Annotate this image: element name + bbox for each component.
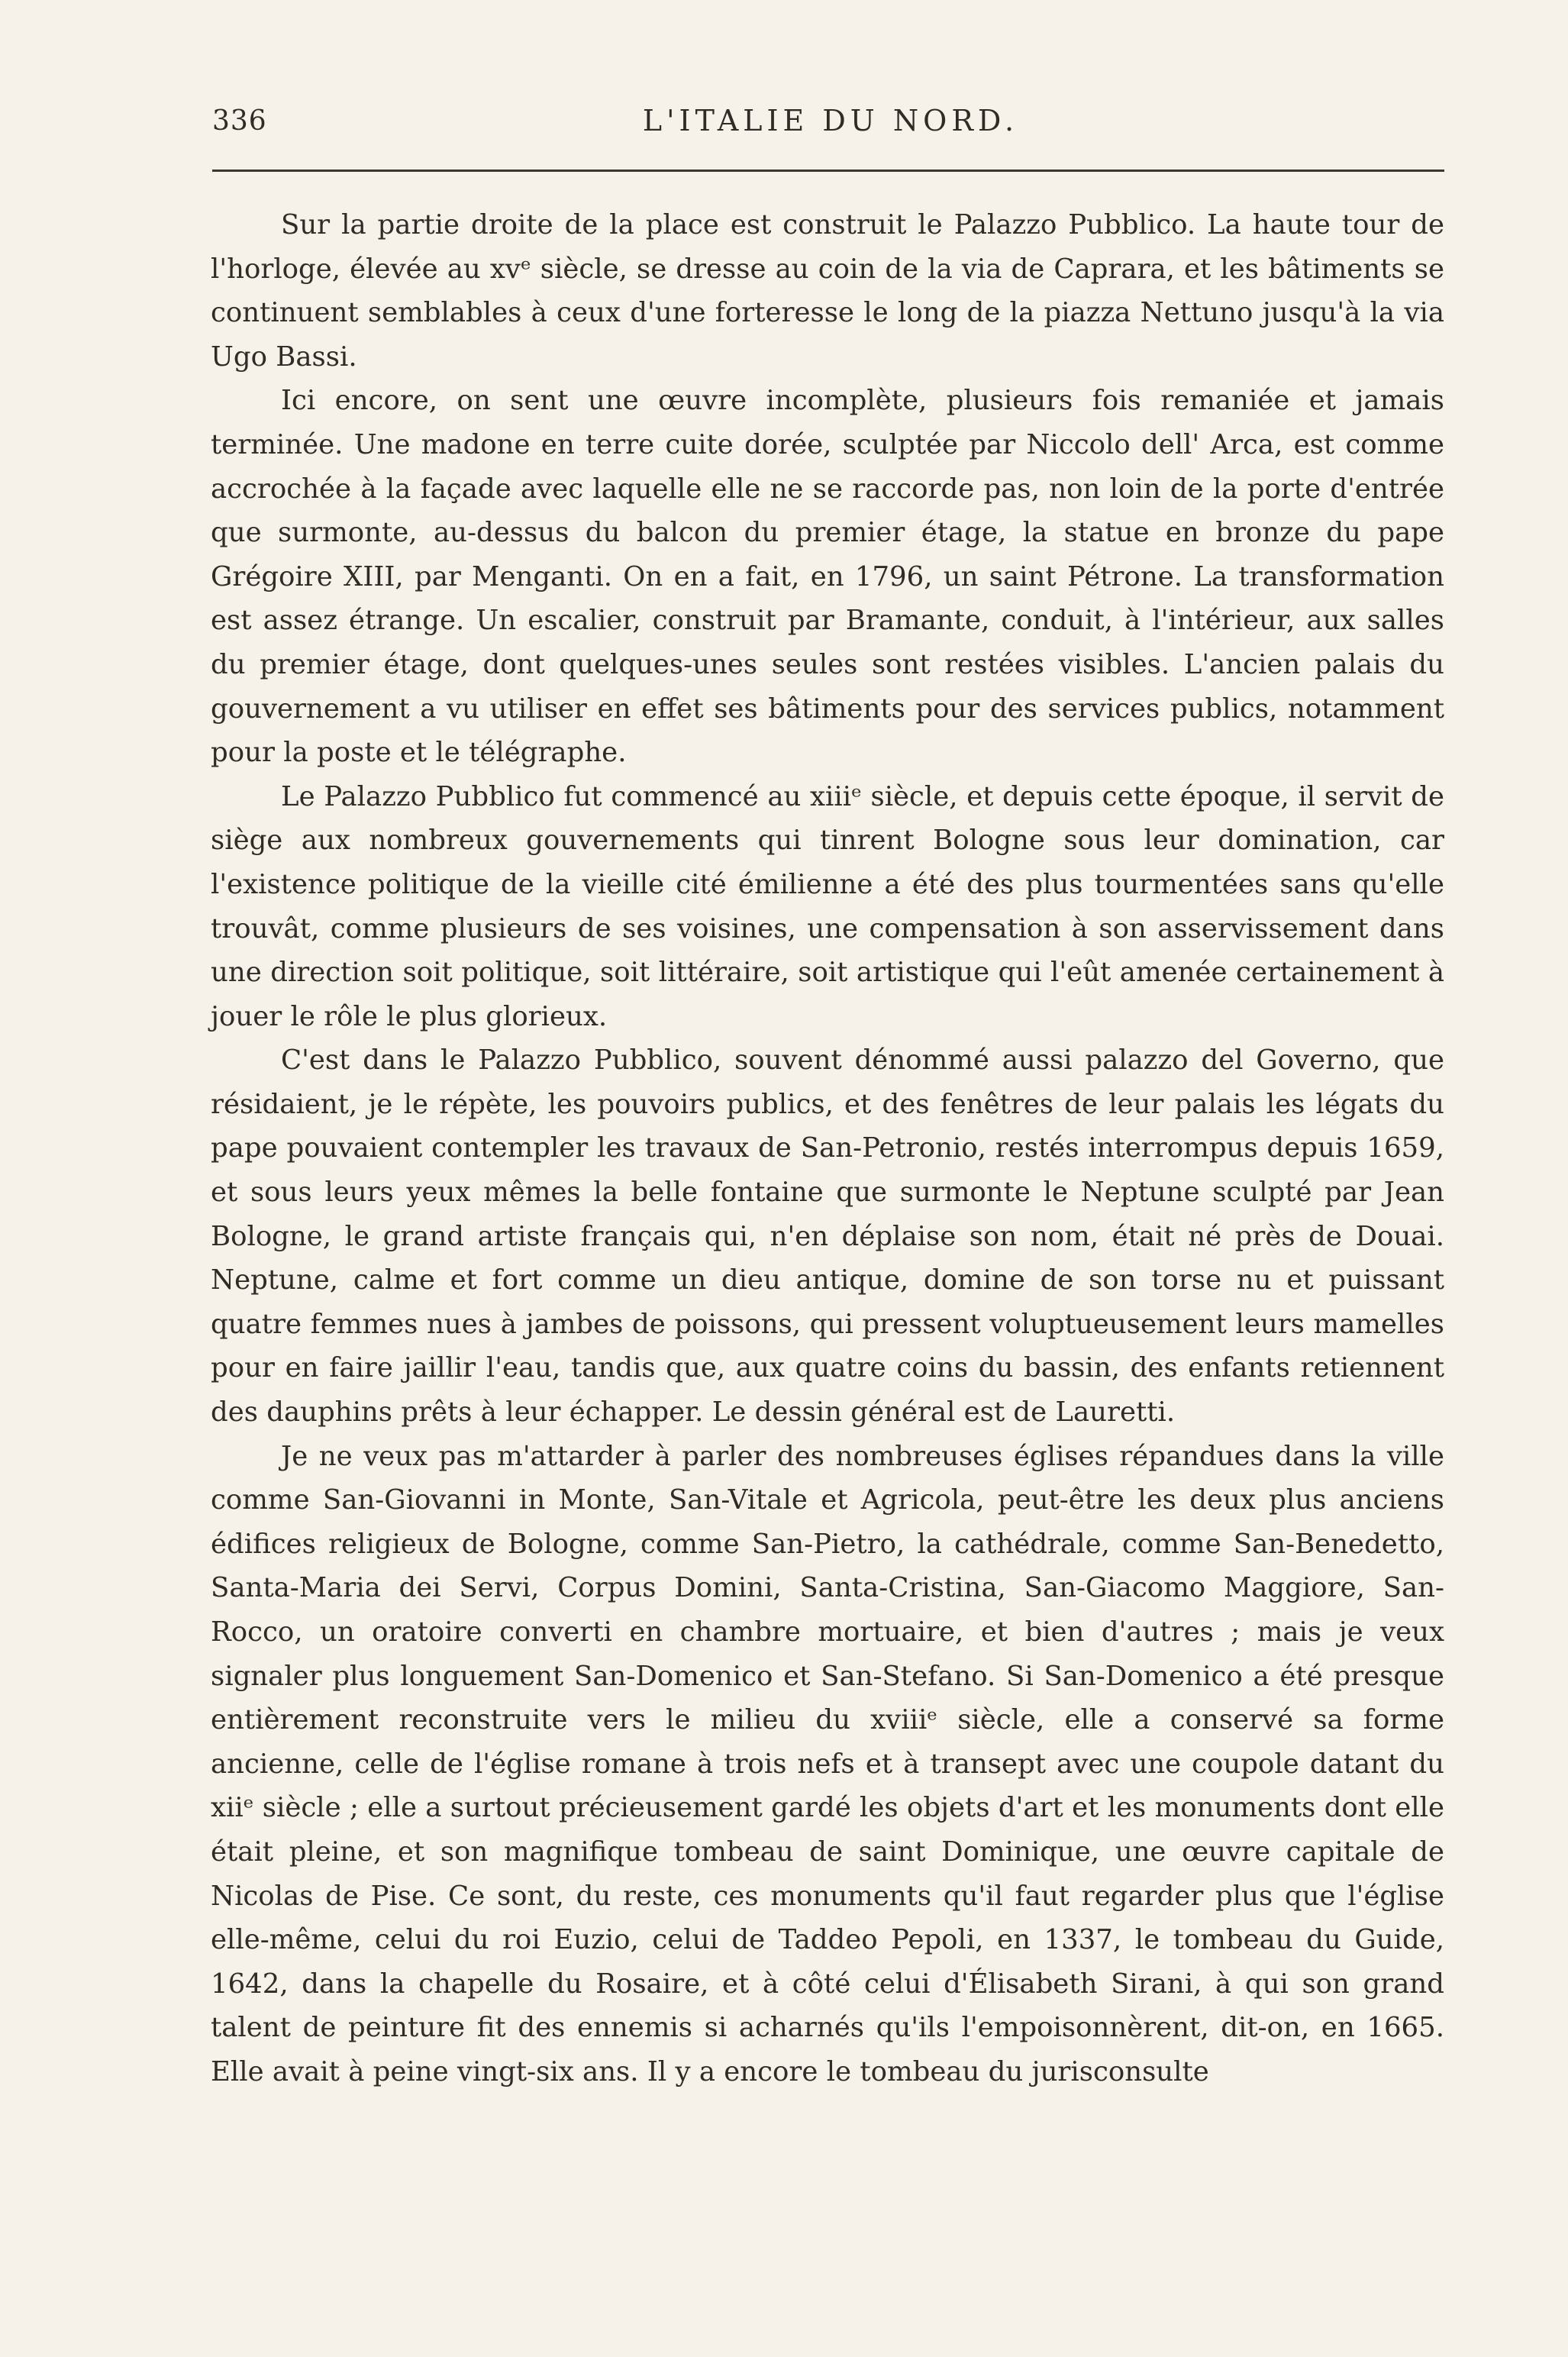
paragraph: Ici encore, on sent une œuvre incomplète, plusieurs fois remaniée et jamais terminée. Une madone en terre cuite dorée, sculptée par Niccolo dell' Arca, est comme accrochée à la façade avec laquelle elle ne se raccorde pas, non loin de la porte d'entrée que surmonte, au-dessus du balcon du premier étage, la statue en bronze du pape Grégoire XIII, par Menganti. On en a fait, en 1796, un saint Pétrone. La transformation est assez étrange. Un escalier, construit par Bramante, conduit, à l'intérieur, aux salles du premier étage, dont quelques-unes seules sont restées visibles. L'ancien palais du gouvernement a vu utiliser en effet ses bâtiments pour des services publics, notamment pour la poste et le télégraphe.: [211, 385, 1444, 769]
paragraph: C'est dans le Palazzo Pubblico, souvent dénommé aussi palazzo del Governo, que résidaient, je le répète, les pouvoirs publics, et des fenêtres de leur palais les légats du pape pouvaient contempler les travaux de San-Petronio, restés interrompus depuis 1659, et sous leurs yeux mêmes la belle fontaine que surmonte le Neptune sculpté par Jean Bologne, le grand artiste français qui, n'en déplaise son nom, était né près de Douai. Neptune, calme et fort comme un dieu antique, domine de son torse nu et puissant quatre femmes nues à jambes de poissons, qui pressent voluptueusement leurs mamelles pour en faire jaillir l'eau, tandis que, aux quatre coins du bassin, des enfants retiennent des dauphins prêts à leur échapper. Le dessin général est de Lauretti.: [211, 1045, 1444, 1429]
paragraph: Le Palazzo Pubblico fut commencé au xiiiᵉ siècle, et depuis cette époque, il servit de siège aux nombreux gouvernements qui tinrent Bologne sous leur domination, car l'existence politique de la vieille cité émilienne a été des plus tourmentées sans qu'elle trouvât, comme plusieurs de ses voisines, une compensation à son asservissement dans une direction soit politique, soit littéraire, soit artistique qui l'eût amenée certainement à jouer le rôle le plus glorieux.: [211, 780, 1444, 1032]
page-number: 336: [212, 105, 267, 137]
running-title: L'ITALIE DU NORD.: [642, 104, 1019, 137]
header-rule: [212, 170, 1444, 172]
paragraph: Je ne veux pas m'attarder à parler des nombreuses églises répandues dans la ville comme San-Giovanni in Monte, San-Vitale et Agricola, peut-être les deux plus anciens édifices religieux de Bologne, comme San-Pietro, la cathédrale, comme San-Benedetto, Santa-Maria dei Servi, Corpus Domini, Santa-Cristina, San-Giacomo Maggiore, San-Rocco, un oratoire converti en chambre mortuaire, et bien d'autres ; mais je veux signaler plus longuement San-Domenico et San-Stefano. Si San-Domenico a été presque entièrement reconstruite vers le milieu du xviiiᵉ siècle, elle a conservé sa forme ancienne, celle de l'église romane à trois nefs et à transept avec une coupole datant du xiiᵉ siècle ; elle a surtout précieusement gardé les objets d'art et les monuments dont elle était pleine, et son magnifique tombeau de saint Dominique, une œuvre capitale de Nicolas de Pise. Ce sont, du reste, ces monuments qu'il faut regarder plus que l'église elle-même, celui du roi Euzio, celui de Taddeo Pepoli, en 1337, le tombeau du Guide, 1642, dans la chapelle du Rosaire, et à côté celui d'Élisabeth Sirani, à qui son grand talent de peinture fit des ennemis si acharnés qu'ils l'empoisonnèrent, dit-on, en 1665. Elle avait à peine vingt-six ans. Il y a encore le tombeau du jurisconsulte: [211, 1440, 1444, 2087]
body-text: [211, 203, 1444, 2094]
paragraph: Sur la partie droite de la place est construit le Palazzo Pubblico. La haute tour de l'horloge, élevée au xvᵉ siècle, se dresse au coin de la via de Caprara, et les bâtiments se continuent semblables à ceux d'une forteresse le long de la piazza Nettuno jusqu'à la via Ugo Bassi.: [211, 209, 1444, 373]
page-header: [212, 98, 1449, 144]
